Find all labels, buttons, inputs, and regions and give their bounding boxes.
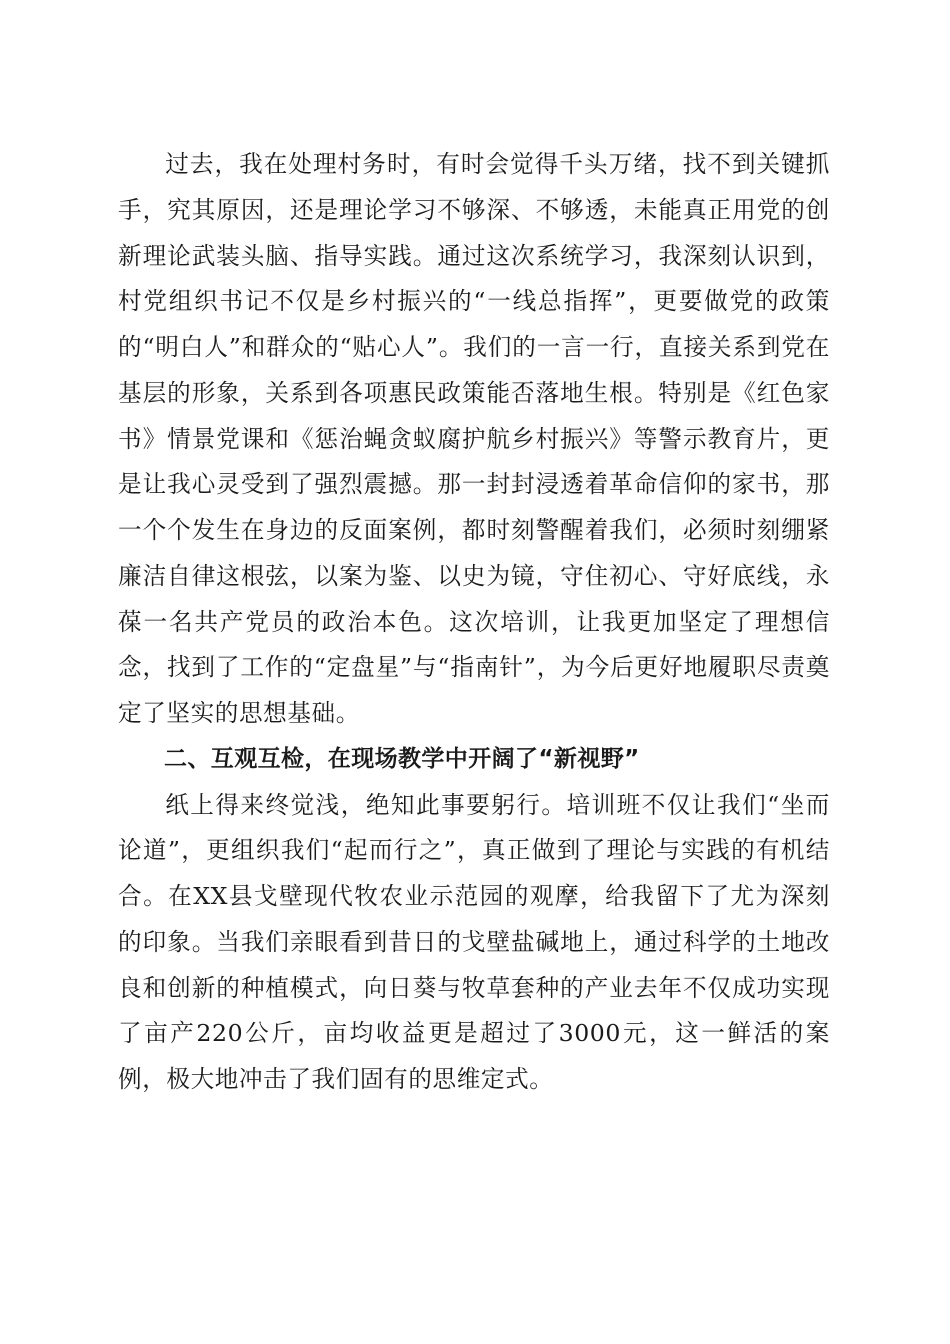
document-page bbox=[118, 142, 830, 1103]
body-paragraph: 过去，我在处理村务时，有时会觉得千头万绪，找不到关键抓手，究其原因，还是理论学习不够深、不够透，未能真正用党的创新理论武装头脑、指导实践。通过这次系统学习，我深刻认识到，村党组织书记不仅是乡村振兴的“一线总指挥”，更要做党的政策的“明白人”和群众的“贴心人”。我们的一言一行，直接关系到党在基层的形象，关系到各项惠民政策能否落地生根。特别是《红色家书》情景党课和《惩治蝇贪蚁腐护航乡村振兴》等警示教育片，更是让我心灵受到了强烈震撼。那一封封浸透着革命信仰的家书，那一个个发生在身边的反面案例，都时刻警醒着我们，必须时刻绷紧廉洁自律这根弦，以案为鉴、以史为镜，守住初心、守好底线，永葆一名共产党员的政治本色。这次培训，让我更加坚定了理想信念，找到了工作的“定盘星”与“指南针”，为今后更好地履职尽责奠定了坚实的思想基础。 bbox=[118, 150, 830, 727]
body-paragraph: 纸上得来终觉浅，绝知此事要躬行。培训班不仅让我们“坐而论道”，更组织我们“起而行之”，真正做到了理论与实践的有机结合。在XX县戈壁现代牧农业示范园的观摩，给我留下了尤为深刻的印象。当我们亲眼看到昔日的戈壁盐碱地上，通过科学的土地改良和创新的种植模式，向日葵与牧草套种的产业去年不仅成功实现了亩产220公斤，亩均收益更是超过了3000元，这一鲜活的案例，极大地冲击了我们固有的思维定式。 bbox=[118, 790, 830, 1093]
section-heading: 二、互观互检，在现场教学中开阔了“新视野” bbox=[164, 745, 640, 772]
